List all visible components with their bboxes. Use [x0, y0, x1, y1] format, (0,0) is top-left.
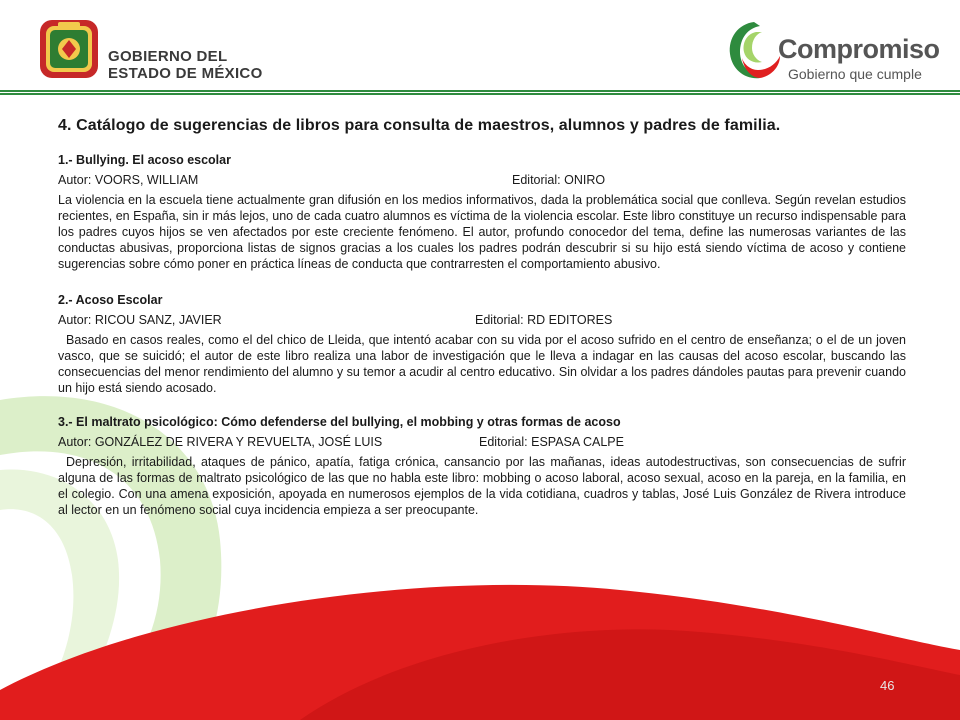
page-number: 46 — [880, 678, 895, 693]
compromiso-logo — [726, 18, 940, 90]
government-name — [108, 48, 263, 82]
state-seal-icon — [38, 18, 100, 80]
government-line-2: ESTADO DE MÉXICO — [108, 65, 263, 82]
book-editorial: Editorial: ONIRO — [512, 173, 606, 187]
book-author: Autor: GONZÁLEZ DE RIVERA Y REVUELTA, JOSÉ LUIS — [58, 435, 383, 449]
book-meta — [58, 172, 906, 188]
book-entry-3 — [58, 414, 906, 518]
book-title: 3.- El maltrato psicológico: Cómo defenderse del bullying, el mobbing y otras formas de acoso — [58, 415, 621, 429]
book-description: Basado en casos reales, como el del chico de Lleida, que intentó acabar con su vida por el acoso sufrido en el centro de enseñanza; o el de un joven vasco, que se suicidó; el autor de este libro realiza una labor de investigación que le lleva a indagar en las causas del acoso escolar, buscando las consecuencias del menor rendimiento del alumno y su temor a acudir al centro educativo. Sin olvidar a los padres dándoles pautas para prevenir cuando un hijo está siendo acosado. — [58, 333, 906, 395]
section-title: 4. Catálogo de sugerencias de libros para consulta de maestros, alumnos y padres de familia. — [58, 117, 781, 134]
book-meta — [58, 434, 906, 450]
book-description: La violencia en la escuela tiene actualmente gran difusión en los medios informativos, dada la problemática social que conlleva. Según revelan estudios recientes, en España, sin ir más lejos, uno de cada cuatro alumnos es víctima de la violencia escolar. Este libro constituye un recurso indispensable para los padres cuyos hijos se ven afectados por este creciente fenómeno. El autor, profundo conocedor del tema, define las numerosas variantes de las conductas abusivas, proporciona listas de signos gracias a los cuales los padres podrán descubrir si su hijo está siendo víctima de acoso y contiene sugerencias sobre cómo poner en práctica líneas de conducta que contrarresten el comportamiento abusivo. — [58, 193, 906, 271]
spacer — [58, 272, 906, 292]
book-editorial: Editorial: RD EDITORES — [475, 313, 613, 327]
book-entry-1 — [58, 152, 906, 272]
spacer — [58, 396, 906, 414]
compromiso-swirl-icon — [726, 18, 782, 84]
book-author: Autor: VOORS, WILLIAM — [58, 173, 199, 187]
book-description: Depresión, irritabilidad, ataques de pánico, apatía, fatiga crónica, cansancio por las mañanas, ideas autodestructivas, son consecuencias de sufrir alguna de las formas de maltrato psicológico de las que no habla este libro: mobbing o acoso laboral, acoso sexual, acoso en la pareja, en la familia, en el colegio. Con una amena exposición, apoyada en numerosos ejemplos de la vida cotidiana, cuadros y tablas, José Luis González de Rivera introduce al lector en un fenómeno social cuya incidencia empieza a ser preocupante. — [58, 455, 906, 517]
government-line-1: GOBIERNO DEL — [108, 48, 228, 65]
brand-title: Compromiso — [778, 34, 940, 64]
header-divider — [0, 90, 960, 96]
government-logo — [38, 18, 268, 82]
book-entry-2 — [58, 292, 906, 396]
main-content — [58, 118, 906, 518]
book-author: Autor: RICOU SANZ, JAVIER — [58, 313, 222, 327]
book-title: 1.- Bullying. El acoso escolar — [58, 153, 231, 167]
brand-subtitle: Gobierno que cumple — [788, 66, 922, 82]
book-meta — [58, 312, 906, 328]
book-editorial: Editorial: ESPASA CALPE — [479, 435, 624, 449]
book-title: 2.- Acoso Escolar — [58, 293, 163, 307]
